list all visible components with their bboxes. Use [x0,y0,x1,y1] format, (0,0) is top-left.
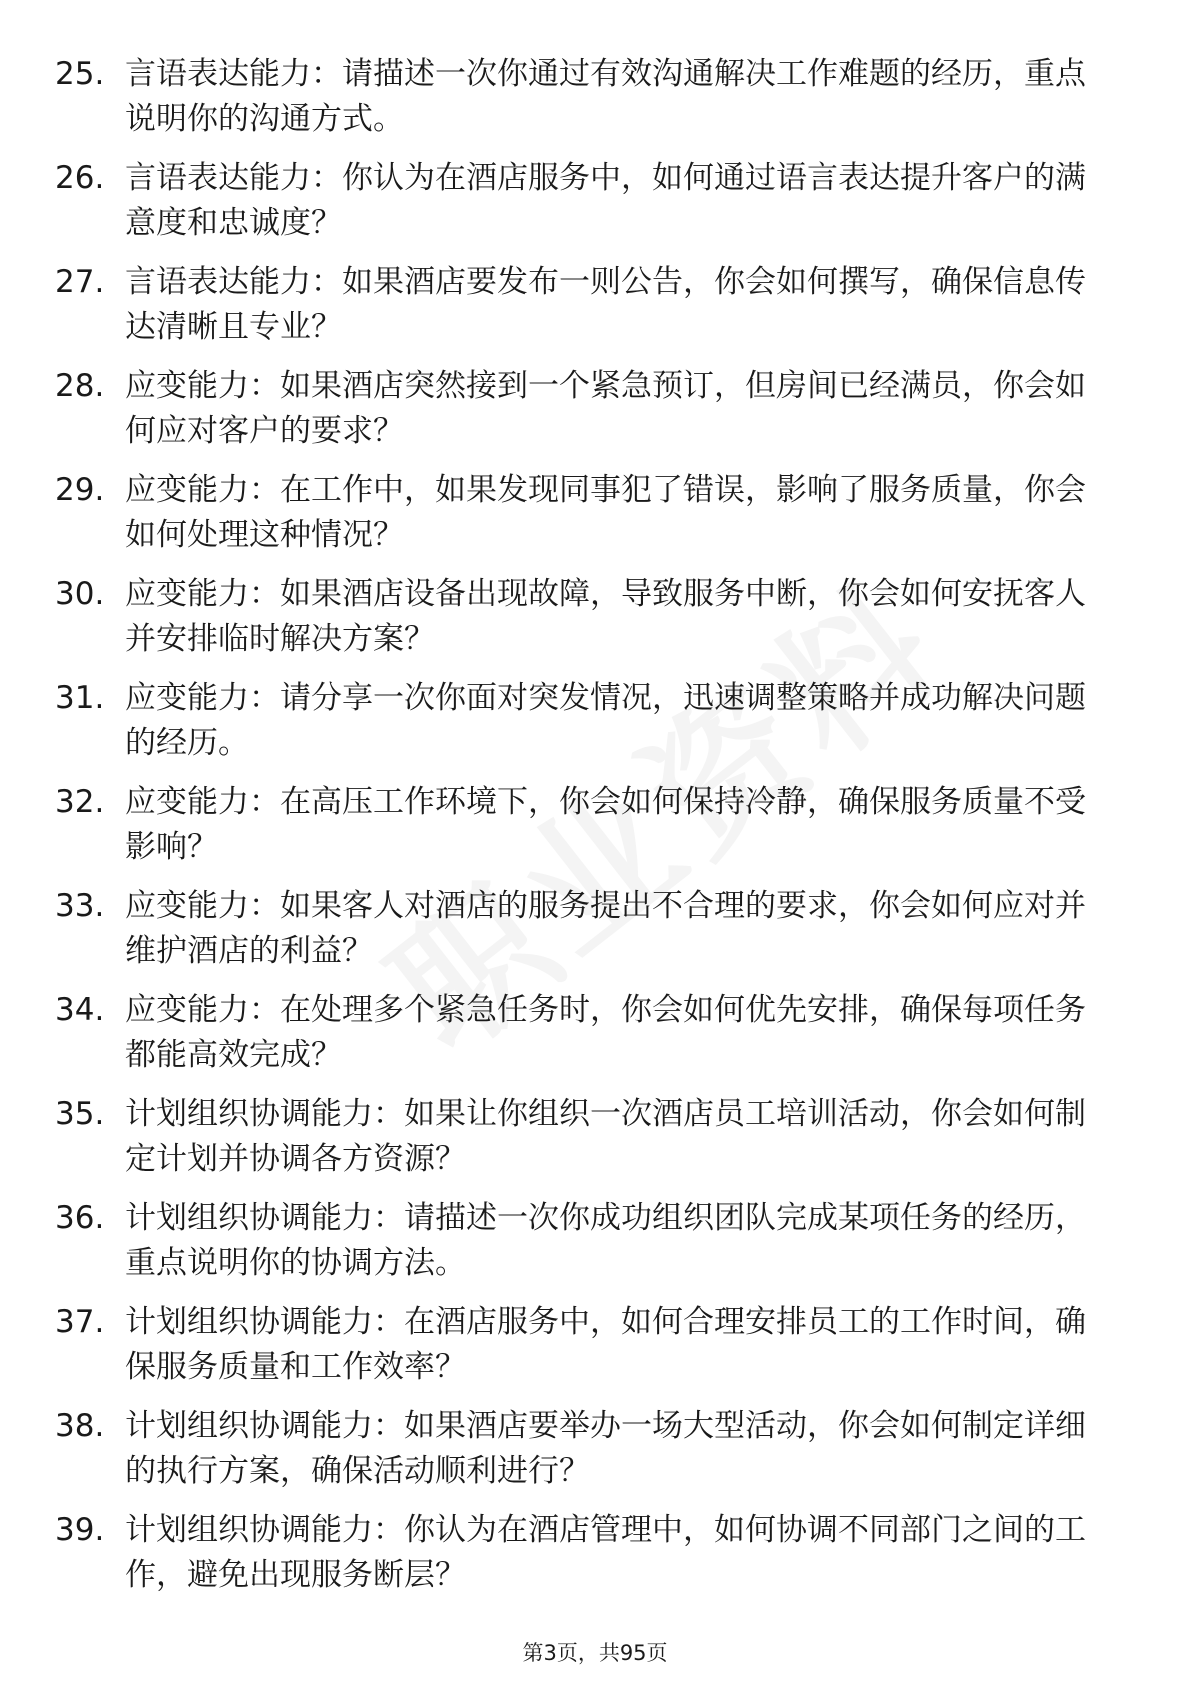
question-text: 言语表达能力：如果酒店要发布一则公告，你会如何撰写，确保信息传达清晰且专业？ [125,264,1086,345]
list-item [0,1080,1190,1184]
list-item [0,664,1190,768]
question-text: 言语表达能力：你认为在酒店服务中，如何通过语言表达提升客户的满意度和忠诚度？ [125,160,1086,241]
list-item [0,248,1190,352]
question-number: 35. [55,1096,105,1132]
list-item [0,768,1190,872]
list-item [0,352,1190,456]
question-text: 计划组织协调能力：你认为在酒店管理中，如何协调不同部门之间的工作，避免出现服务断层？ [125,1512,1086,1593]
question-text: 应变能力：如果酒店突然接到一个紧急预订，但房间已经满员，你会如何应对客户的要求？ [125,368,1086,449]
list-item [0,40,1190,144]
question-text: 应变能力：如果酒店设备出现故障，导致服务中断，你会如何安抚客人并安排临时解决方案？ [125,576,1086,657]
question-number: 34. [55,992,105,1028]
question-number: 29. [55,472,105,508]
question-text: 言语表达能力：请描述一次你通过有效沟通解决工作难题的经历，重点说明你的沟通方式。 [125,56,1086,137]
question-text: 应变能力：在处理多个紧急任务时，你会如何优先安排，确保每项任务都能高效完成？ [125,992,1086,1073]
list-item [0,976,1190,1080]
question-text: 计划组织协调能力：如果酒店要举办一场大型活动，你会如何制定详细的执行方案，确保活动顺利进行？ [125,1408,1086,1489]
question-number: 39. [55,1512,105,1548]
question-text: 计划组织协调能力：在酒店服务中，如何合理安排员工的工作时间，确保服务质量和工作效率？ [125,1304,1086,1385]
question-text: 应变能力：在工作中，如果发现同事犯了错误，影响了服务质量，你会如何处理这种情况？ [125,472,1086,553]
list-item [0,1392,1190,1496]
question-text: 应变能力：在高压工作环境下，你会如何保持冷静，确保服务质量不受影响？ [125,784,1086,865]
question-number: 37. [55,1304,105,1340]
list-item [0,872,1190,976]
question-text: 应变能力：请分享一次你面对突发情况，迅速调整策略并成功解决问题的经历。 [125,680,1086,761]
question-number: 28. [55,368,105,404]
list-item [0,1288,1190,1392]
question-text: 计划组织协调能力：如果让你组织一次酒店员工培训活动，你会如何制定计划并协调各方资源？ [125,1096,1086,1177]
question-number: 31. [55,680,105,716]
question-number: 27. [55,264,105,300]
question-number: 36. [55,1200,105,1236]
question-number: 30. [55,576,105,612]
question-list [0,40,1190,1600]
question-number: 32. [55,784,105,820]
list-item [0,560,1190,664]
question-number: 26. [55,160,105,196]
question-number: 38. [55,1408,105,1444]
list-item [0,1184,1190,1288]
list-item [0,144,1190,248]
question-number: 33. [55,888,105,924]
question-number: 25. [55,56,105,92]
list-item [0,1496,1190,1600]
list-item [0,456,1190,560]
question-text: 应变能力：如果客人对酒店的服务提出不合理的要求，你会如何应对并维护酒店的利益？ [125,888,1086,969]
page-number: 第3页，共95页 [522,1641,668,1665]
question-text: 计划组织协调能力：请描述一次你成功组织团队完成某项任务的经历，重点说明你的协调方法。 [125,1200,1086,1281]
